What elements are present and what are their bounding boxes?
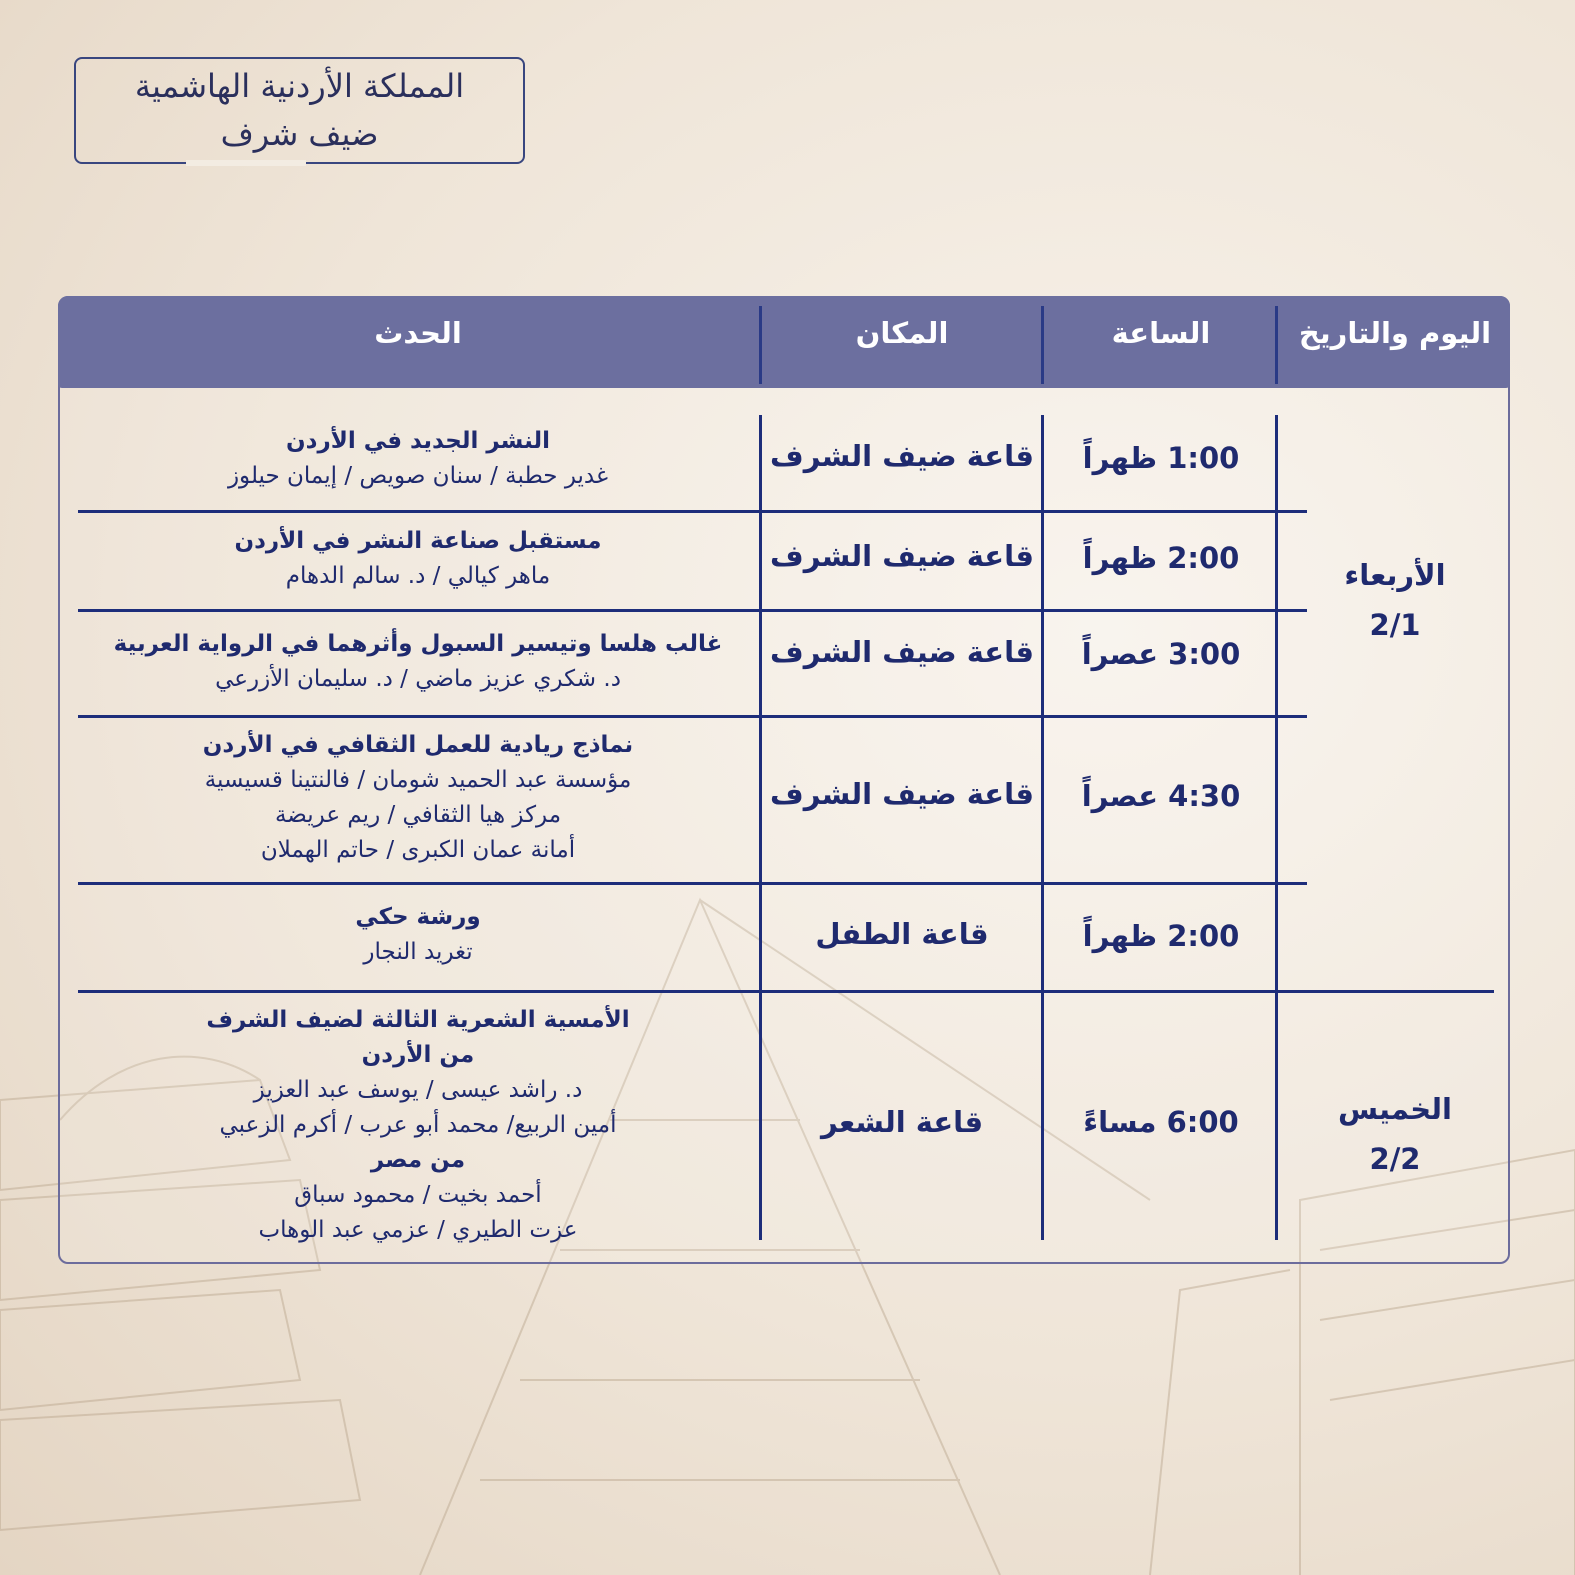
- header-day-date: اليوم والتاريخ: [1298, 316, 1492, 350]
- header-divider: [1041, 306, 1044, 384]
- event-title: مستقبل صناعة النشر في الأردن: [234, 528, 602, 554]
- event-title: الأمسية الشعرية الثالثة لضيف الشرف: [206, 1007, 630, 1033]
- event-subheading: من الأردن: [361, 1042, 475, 1068]
- event-subheading: من مصر: [370, 1147, 466, 1173]
- guest-of-honour-label: ضيف شرف: [220, 115, 379, 153]
- event-participants: أمين الربيع/ محمد أبو عرب / أكرم الزعبي: [219, 1112, 617, 1138]
- place-cell: قاعة ضيف الشرف: [770, 439, 1034, 473]
- place-cell: قاعة ضيف الشرف: [770, 539, 1034, 573]
- time-cell: 3:00 عصراً: [1081, 637, 1241, 671]
- header-time: الساعة: [1111, 316, 1211, 350]
- country-name: المملكة الأردنية الهاشمية: [134, 67, 465, 105]
- header-divider: [759, 306, 762, 384]
- event-participants: عزت الطيري / عزمي عبد الوهاب: [258, 1217, 578, 1243]
- day-date: 2/2: [1369, 1142, 1421, 1176]
- guest-of-honour-box: [74, 57, 525, 164]
- day-date: 2/1: [1369, 608, 1421, 642]
- place-cell: قاعة ضيف الشرف: [770, 635, 1034, 669]
- place-cell: قاعة الطفل: [815, 917, 989, 951]
- event-participants: مركز هيا الثقافي / ريم عريضة: [274, 802, 562, 828]
- row-divider: [78, 715, 1307, 718]
- time-cell: 2:00 ظهراً: [1082, 919, 1240, 953]
- event-participants: أحمد بخيت / محمود سباق: [294, 1182, 542, 1208]
- event-cell: [78, 1003, 758, 1248]
- place-cell: قاعة ضيف الشرف: [770, 777, 1034, 811]
- event-participants: د. راشد عيسى / يوسف عبد العزيز: [253, 1077, 583, 1103]
- time-cell: 6:00 مساءً: [1083, 1105, 1239, 1139]
- time-cell: 4:30 عصراً: [1081, 779, 1241, 813]
- event-participants: ماهر كيالي / د. سالم الدهام: [285, 563, 551, 589]
- event-participants: مؤسسة عبد الحميد شومان / فالنتينا قسيسية: [204, 767, 632, 793]
- event-title: ورشة حكي: [355, 904, 481, 930]
- header-divider: [1275, 306, 1278, 384]
- day-cell: [1280, 1084, 1510, 1184]
- event-title: نماذج ريادية للعمل الثقافي في الأردن: [202, 732, 634, 758]
- row-divider: [78, 609, 1307, 612]
- box-border-gap: [186, 160, 306, 166]
- row-divider: [78, 510, 1307, 513]
- event-participants: تغريد النجار: [363, 939, 473, 965]
- place-cell: قاعة الشعر: [820, 1105, 984, 1139]
- event-cell: [78, 424, 758, 494]
- event-cell: [78, 900, 758, 970]
- time-cell: 1:00 ظهراً: [1082, 441, 1240, 475]
- row-divider: [78, 882, 1307, 885]
- event-title: غالب هلسا وتيسير السبول وأثرهما في الرواية العربية: [113, 631, 723, 657]
- day-name: الأربعاء: [1344, 558, 1446, 592]
- day-cell: [1280, 550, 1510, 650]
- time-cell: 2:00 ظهراً: [1082, 541, 1240, 575]
- event-cell: [78, 627, 758, 697]
- day-name: الخميس: [1337, 1092, 1452, 1126]
- event-participants: غدير حطبة / سنان صويص / إيمان حيلوز: [227, 463, 609, 489]
- event-cell: [78, 728, 758, 868]
- event-title: النشر الجديد في الأردن: [286, 428, 550, 454]
- day-divider: [78, 990, 1494, 993]
- event-participants: أمانة عمان الكبرى / حاتم الهملان: [260, 837, 576, 863]
- header-event: الحدث: [374, 316, 462, 350]
- event-participants: د. شكري عزيز ماضي / د. سليمان الأزرعي: [215, 666, 621, 692]
- header-place: المكان: [855, 316, 949, 350]
- event-cell: [78, 524, 758, 594]
